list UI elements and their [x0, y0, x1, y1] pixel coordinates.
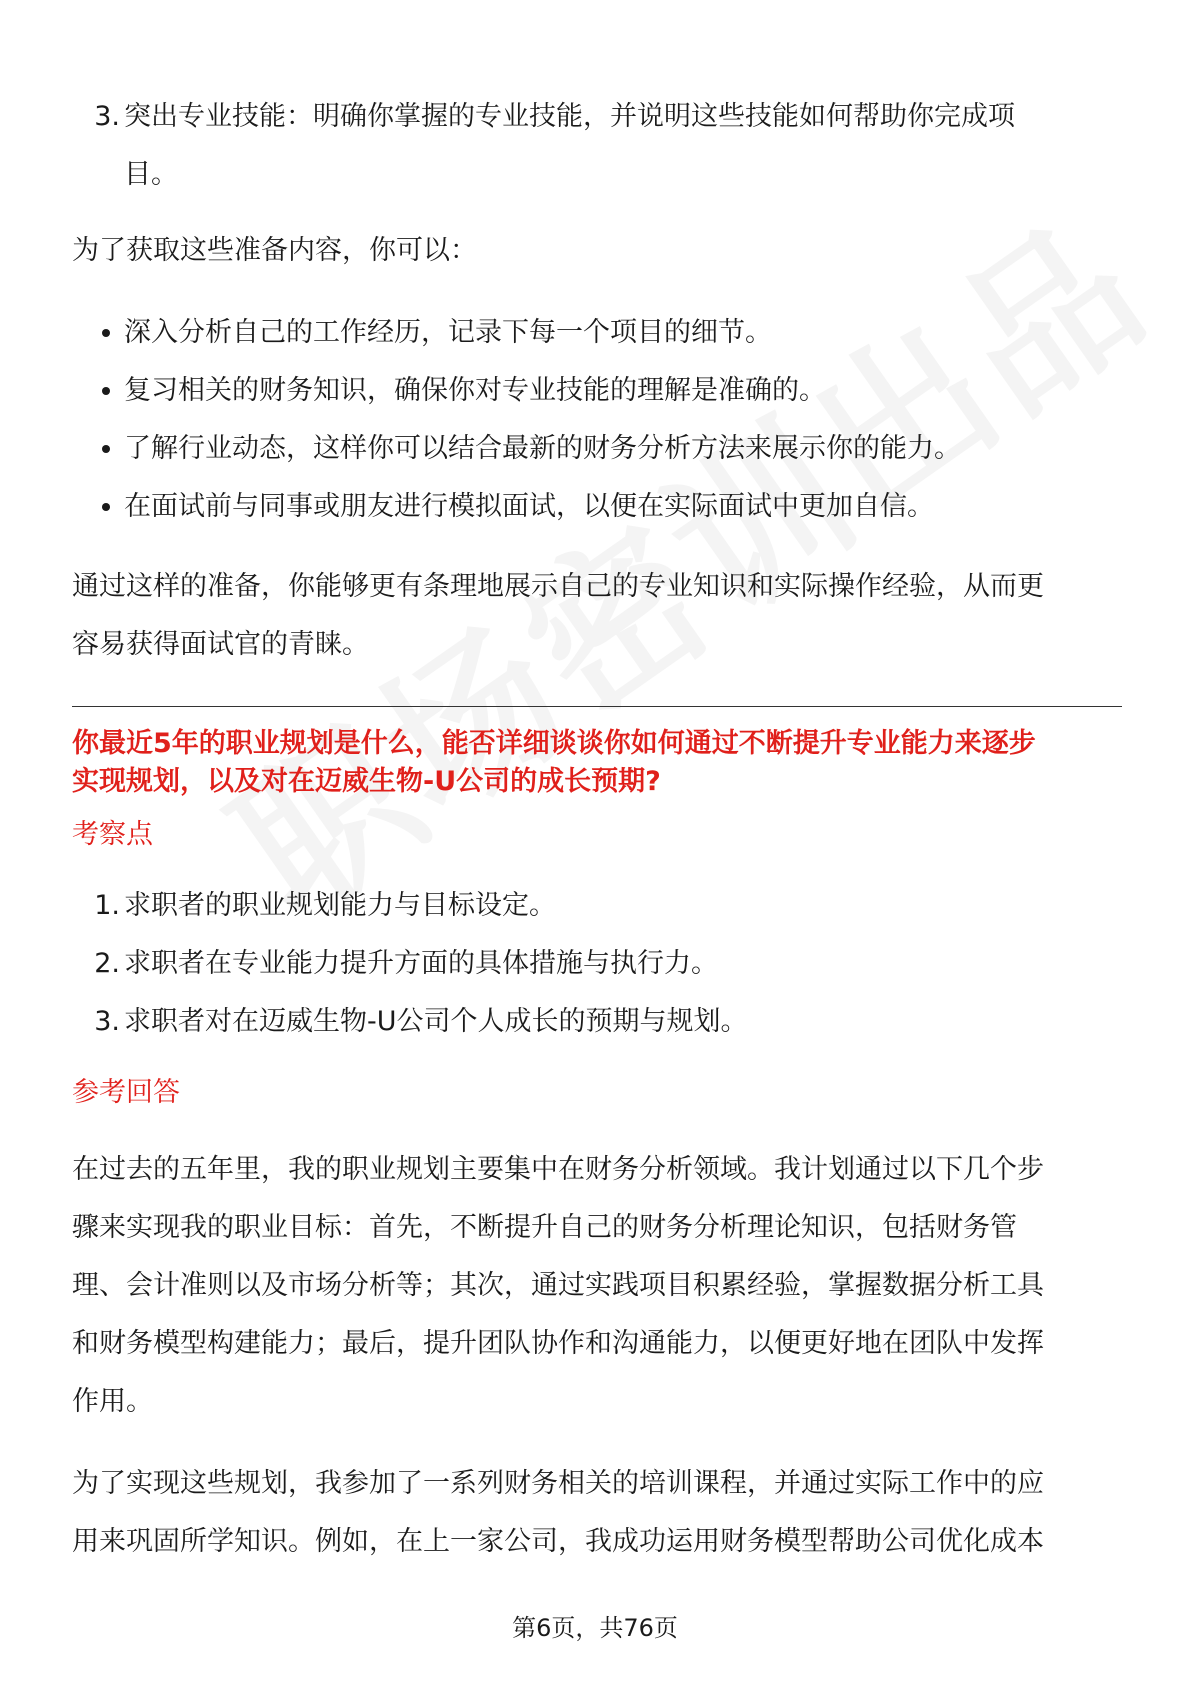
list-text: 了解行业动态，这样你可以结合最新的财务分析方法来展示你的能力。 — [124, 433, 961, 464]
list-number: 2. — [94, 948, 120, 979]
bullet-icon — [72, 362, 124, 420]
list-item — [72, 935, 1122, 993]
question-heading: 你最近5年的职业规划是什么，能否详细谈谈你如何通过不断提升专业能力来逐步 实现规划，以及对在迈威生物-U公司的成长预期? — [72, 728, 1036, 797]
bullet-icon — [72, 304, 124, 362]
list-text: 深入分析自己的工作经历，记录下每一个项目的细节。 — [124, 317, 772, 348]
bullet-icon — [72, 478, 124, 536]
list-number: 1. — [94, 890, 120, 921]
list-text: 求职者的职业规划能力与目标设定。 — [124, 890, 556, 921]
list-item — [72, 993, 1122, 1051]
list-text: 求职者对在迈威生物-U公司个人成长的预期与规划。 — [124, 1006, 748, 1037]
answer-paragraph: 为了实现这些规划，我参加了一系列财务相关的培训课程，并通过实际工作中的应 用来巩固所学知识。例如，在上一家公司，我成功运用财务模型帮助公司优化成本 — [72, 1468, 1044, 1557]
list-item — [72, 304, 1122, 362]
intro-paragraph: 为了获取这些准备内容，你可以： — [72, 235, 477, 266]
answer-paragraph: 在过去的五年里，我的职业规划主要集中在财务分析领域。我计划通过以下几个步 骤来实现我的职业目标：首先，不断提升自己的财务分析理论知识，包括财务管 理、会计准则以及市场分析等；其次，通过实践项目积累经验，掌握数据分析工具 和财务模型构建能力；最后，提升团队协作和沟通能力，以便更好地在团队中发挥 作用。 — [72, 1154, 1044, 1417]
list-item — [72, 420, 1122, 478]
answer-heading: 参考回答 — [72, 1077, 180, 1108]
page-content — [72, 88, 1122, 1571]
list-number: 3. — [94, 1006, 120, 1037]
list-text: 在面试前与同事或朋友进行模拟面试，以便在实际面试中更加自信。 — [124, 491, 934, 522]
list-item — [72, 88, 1122, 204]
conclusion-paragraph: 通过这样的准备，你能够更有条理地展示自己的专业知识和实际操作经验，从而更 容易获得面试官的青睐。 — [72, 571, 1044, 660]
page-footer: 第6页，共76页 — [512, 1614, 678, 1642]
list-item — [72, 362, 1122, 420]
list-number: 3. — [94, 101, 120, 132]
list-text: 突出专业技能：明确你掌握的专业技能，并说明这些技能如何帮助你完成项 目。 — [124, 101, 1015, 190]
list-item — [72, 478, 1122, 536]
exam-points-heading: 考察点 — [72, 819, 153, 850]
list-item — [72, 877, 1122, 935]
bullet-icon — [72, 420, 124, 478]
list-text: 求职者在专业能力提升方面的具体措施与执行力。 — [124, 948, 718, 979]
list-text: 复习相关的财务知识，确保你对专业技能的理解是准确的。 — [124, 375, 826, 406]
